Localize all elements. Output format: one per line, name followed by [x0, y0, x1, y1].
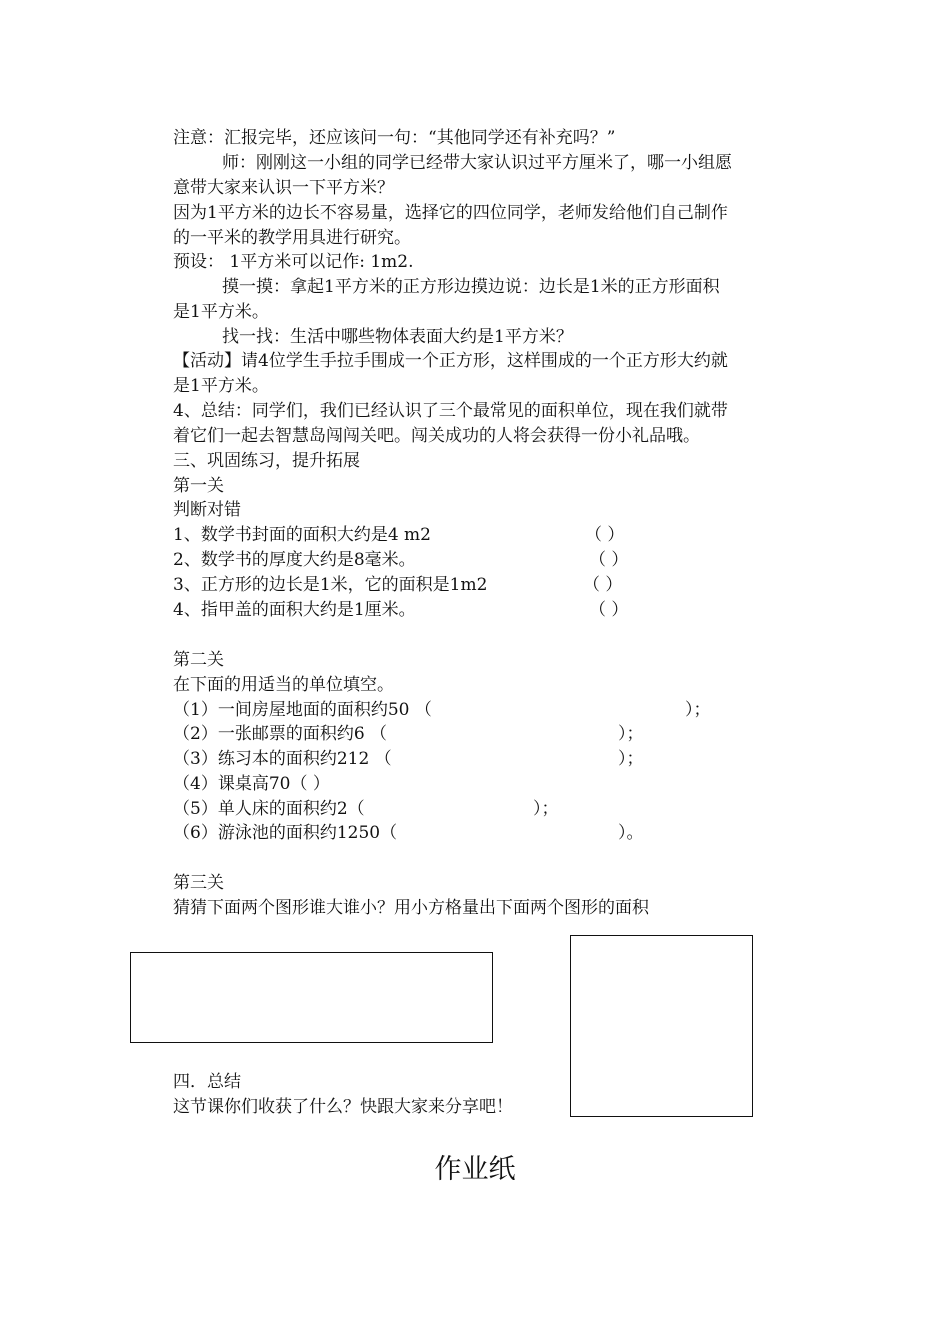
level2-subtitle: 在下面的用适当的单位填空。: [173, 675, 394, 695]
square-figure: [570, 935, 753, 1117]
find-line: 找一找：生活中哪些物体表面大约是1平方米？: [222, 327, 573, 347]
fill-in-item[interactable]: [173, 797, 559, 821]
level1-subtitle: 判断对错: [173, 500, 241, 520]
level2-title: 第二关: [173, 650, 224, 670]
true-false-item: 3、正方形的边长是1米，它的面积是1m2: [173, 575, 488, 595]
summary-line-1: 4、总结：同学们，我们已经认识了三个最常见的面积单位，现在我们就带: [173, 401, 728, 421]
true-false-item: 2、数学书的厚度大约是8毫米。: [173, 550, 416, 570]
reason-line-1: 因为1平方米的边长不容易量，选择它的四位同学，老师发给他们自己制作: [173, 203, 728, 223]
homework-title: 作业纸: [434, 1154, 516, 1185]
answer-paren[interactable]: （ ）: [589, 600, 629, 620]
touch-line-2: 是1平方米。: [173, 302, 269, 322]
fill-in-close: ）；: [618, 724, 644, 744]
answer-paren[interactable]: （ ）: [583, 575, 623, 595]
level3-subtitle: 猜猜下面两个图形谁大谁小？用小方格量出下面两个图形的面积: [173, 898, 649, 918]
true-false-item: 1、数学书封面的面积大约是4 m2: [173, 525, 431, 545]
fill-in-text: （6）游泳池的面积约1250（: [173, 823, 398, 843]
note-line: 注意：汇报完毕，还应该问一句：“其他同学还有补充吗？”: [173, 128, 616, 148]
section4-heading: 四．总结: [173, 1072, 241, 1092]
fill-in-close: ）；: [685, 700, 711, 720]
answer-paren[interactable]: （ ）: [589, 550, 629, 570]
teacher-line-2: 意带大家来认识一下平方米？: [173, 178, 394, 198]
fill-in-text: （5）单人床的面积约2（: [173, 799, 365, 819]
fill-in-text: （1）一间房屋地面的面积约50 （: [173, 700, 432, 720]
fill-in-item[interactable]: [173, 821, 644, 845]
fill-in-text: （4）课桌高70（ ）: [173, 774, 330, 794]
section4-text: 这节课你们收获了什么？快跟大家来分享吧！: [173, 1097, 513, 1117]
activity-line-2: 是1平方米。: [173, 376, 269, 396]
touch-line-1: 摸一摸：拿起1平方米的正方形边摸边说：边长是1米的正方形面积: [222, 277, 720, 297]
fill-in-close: ）；: [618, 749, 644, 769]
fill-in-text: （2）一张邮票的面积约6 （: [173, 724, 388, 744]
summary-line-2: 着它们一起去智慧岛闯闯关吧。闯关成功的人将会获得一份小礼品哦。: [173, 426, 700, 446]
level3-title: 第三关: [173, 873, 224, 893]
teacher-line-1: 师：刚刚这一小组的同学已经带大家认识过平方厘米了，哪一小组愿: [222, 153, 732, 173]
fill-in-text: （3）练习本的面积约212 （: [173, 749, 392, 769]
fill-in-item[interactable]: [173, 722, 644, 746]
fill-in-item[interactable]: [173, 772, 330, 796]
activity-line-1: 【活动】请4位学生手拉手围成一个正方形，这样围成的一个正方形大约就: [173, 351, 728, 371]
true-false-item: 4、指甲盖的面积大约是1厘米。: [173, 600, 416, 620]
fill-in-close: ）；: [533, 799, 559, 819]
answer-paren[interactable]: （ ）: [585, 525, 625, 545]
section3-heading: 三、巩固练习，提升拓展: [173, 451, 360, 471]
reason-line-2: 的一平米的教学用具进行研究。: [173, 228, 411, 248]
fill-in-item[interactable]: [173, 698, 711, 722]
fill-in-close: ）。: [618, 823, 644, 843]
rectangle-figure: [130, 952, 493, 1043]
preset-line: 预设： 1平方米可以记作: 1m2.: [173, 252, 414, 272]
level1-title: 第一关: [173, 476, 224, 496]
fill-in-item[interactable]: [173, 747, 644, 771]
